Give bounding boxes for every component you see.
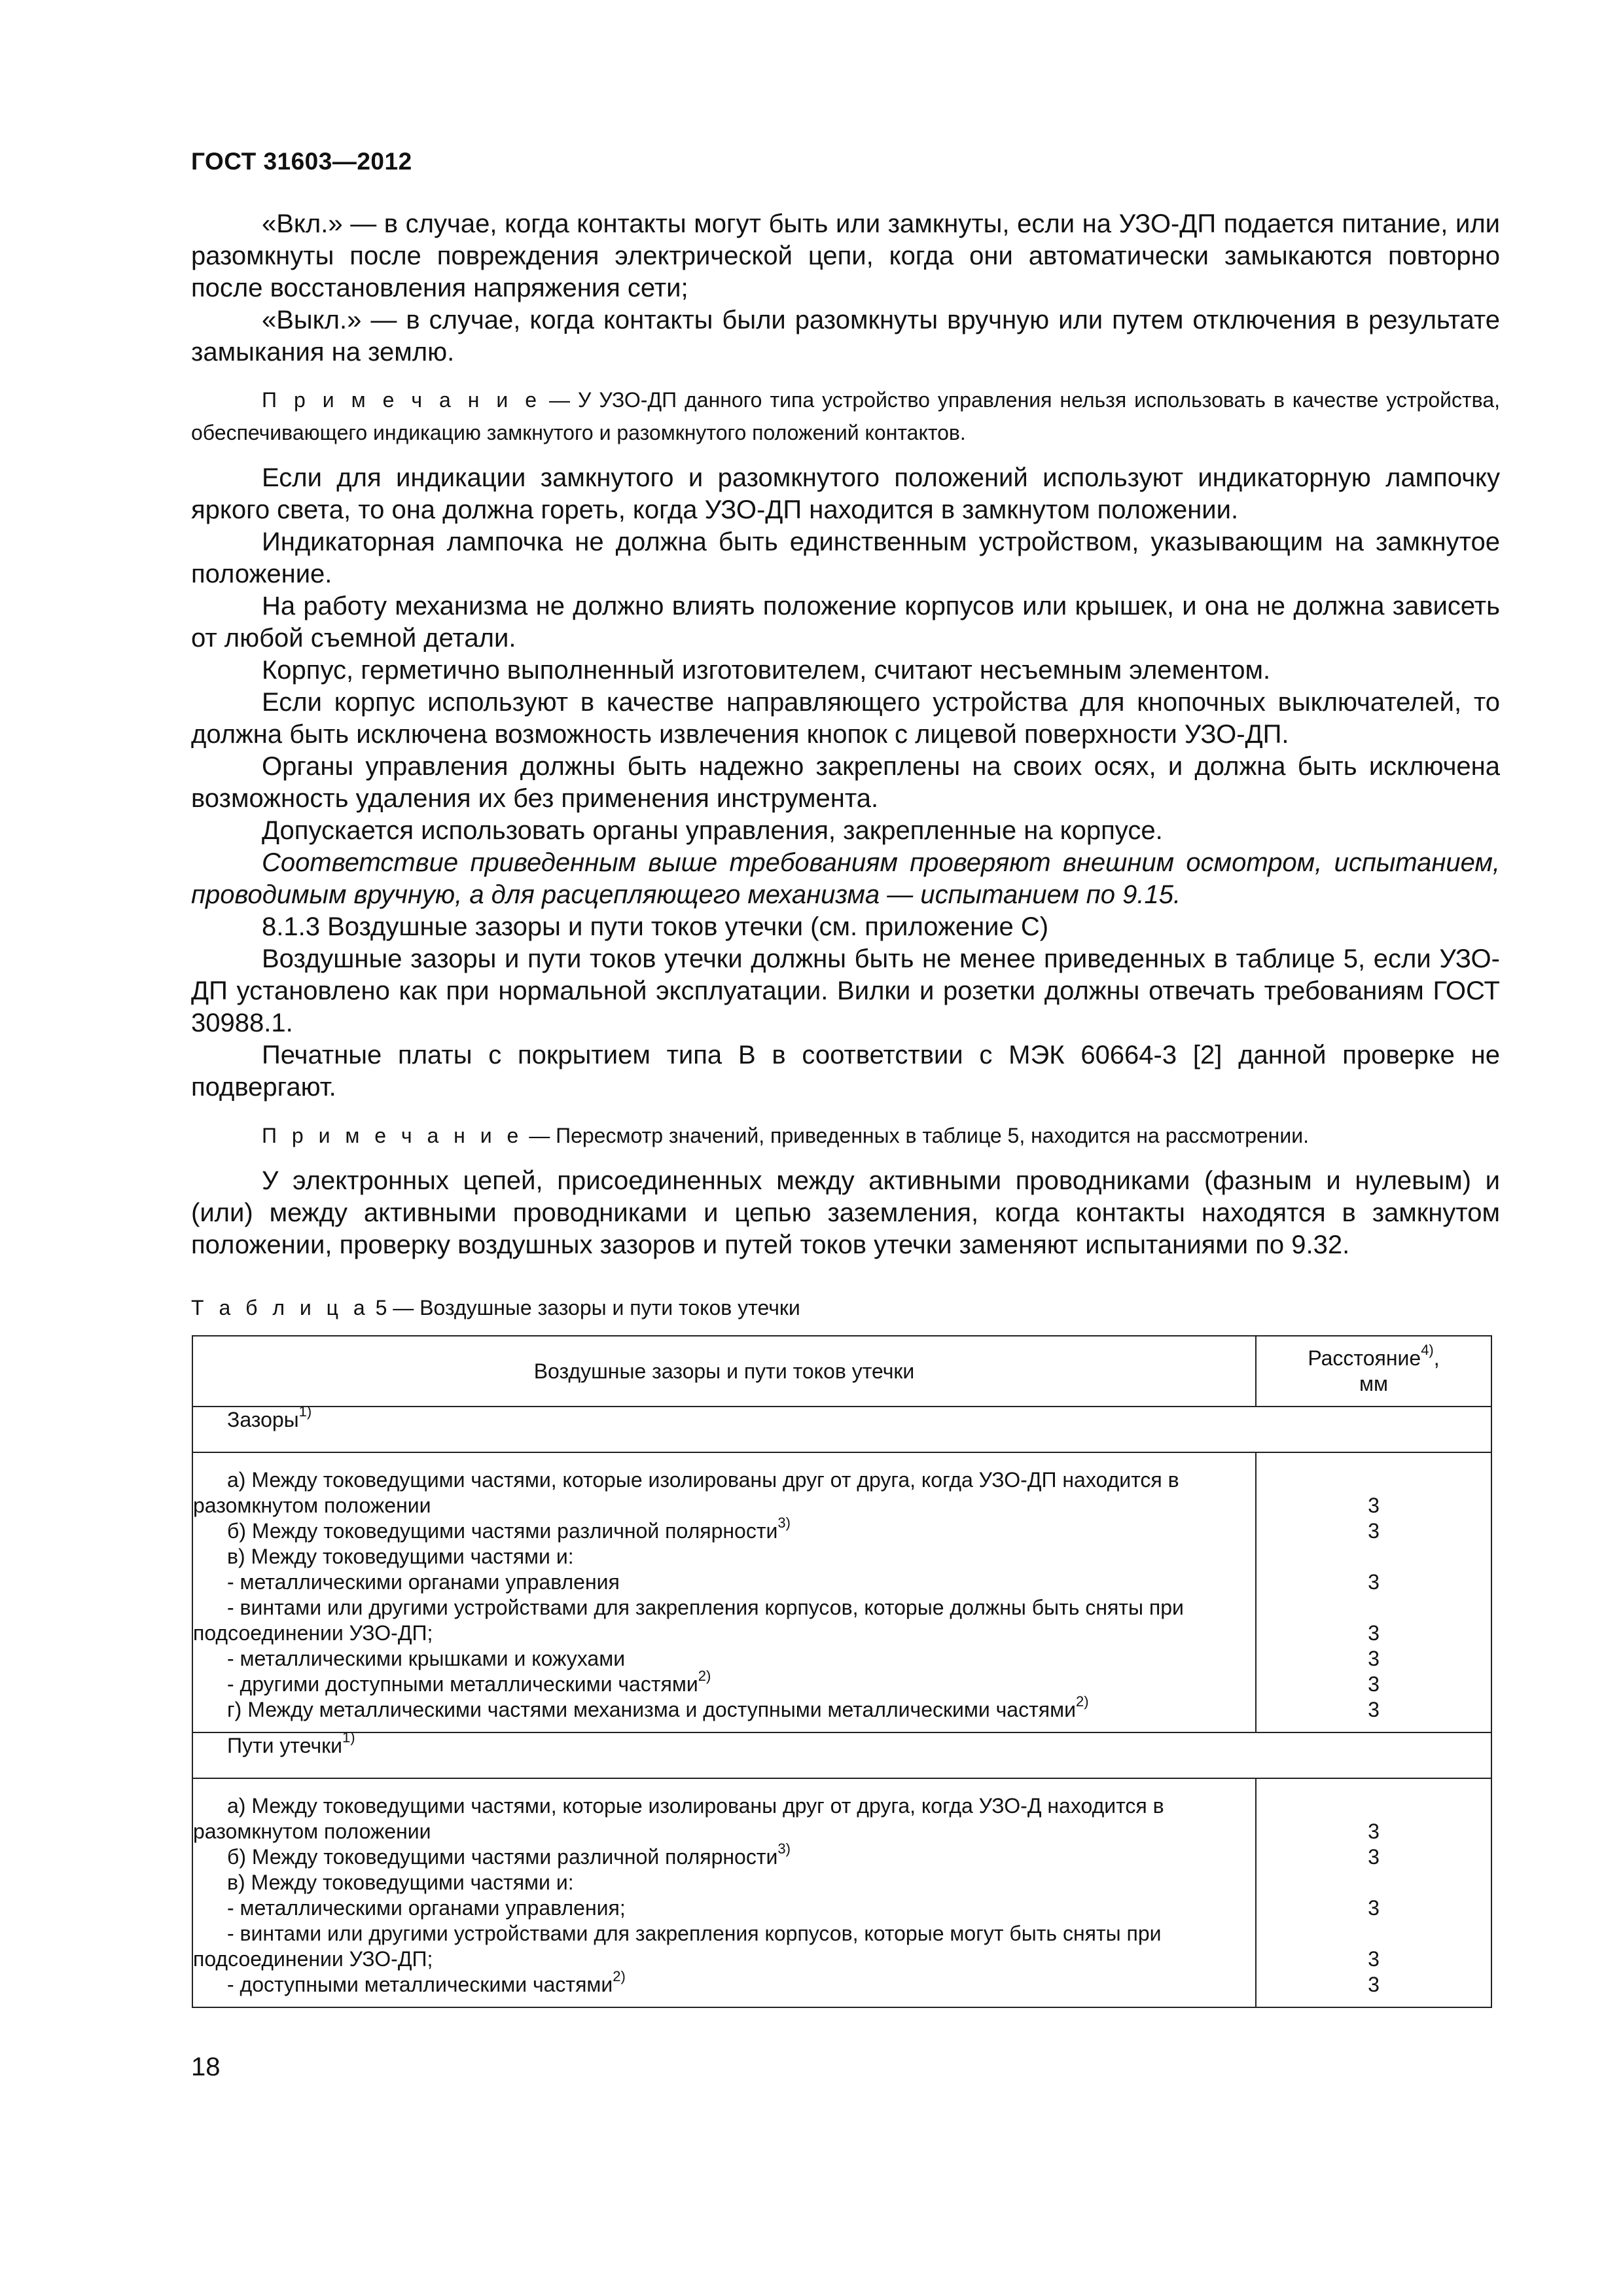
table-value: 3 — [1368, 1494, 1380, 1517]
col-header-distance-comma: , — [1433, 1346, 1440, 1370]
note-label: П р и м е ч а н и е — [262, 388, 542, 412]
clause-heading: 8.1.3 Воздушные зазоры и пути токов утечки (см. приложение С) — [262, 912, 1049, 941]
paragraph: «Выкл.» — в случае, когда контакты были разомкнуты вручную или путем отключения в результате замыкания на землю. — [191, 306, 1500, 367]
paragraph: Если корпус используют в качестве направляющего устройства для кнопочных выключателей, то должна быть исключена возможность извлечения кнопок с лицевой поверхности УЗО-ДП. — [191, 688, 1500, 749]
text-block-top — [191, 208, 1500, 368]
col-header-description: Воздушные зазоры и пути токов утечки — [192, 1336, 1256, 1407]
table-value: 3 — [1368, 1570, 1380, 1594]
items-cell — [192, 1452, 1256, 1732]
section-row — [192, 1407, 1491, 1452]
table-item: - металлическими крышками и кожухами — [227, 1647, 626, 1670]
section-title: Зазоры$^{1)}$ — [192, 1407, 1491, 1452]
table-value: 3 — [1368, 1672, 1380, 1696]
col-header-distance — [1256, 1336, 1491, 1407]
table-value: 3 — [1368, 1973, 1380, 1996]
table-item: - винтами или другими устройствами для закрепления корпусов, которые должны быть сняты при подсоединении УЗО-ДП; — [193, 1596, 1184, 1645]
table-caption-label: Т а б л и ц а — [191, 1296, 370, 1319]
note-block — [191, 1119, 1500, 1152]
table-item: - металлическими органами управления — [227, 1570, 620, 1594]
section-title: Пути утечки$^{1)}$ — [192, 1732, 1491, 1778]
items-cell — [192, 1778, 1256, 2007]
table-row — [192, 1452, 1491, 1732]
note-label: П р и м е ч а н и е — [262, 1124, 524, 1147]
paragraph: «Вкл.» — в случае, когда контакты могут быть или замкнуты, если на УЗО-ДП подается питание, или разомкнуты после повреждения электрической цепи, когда они автоматически замыкаются повторно после восстановления напряжения сети; — [191, 209, 1500, 302]
col-header-distance-sup: 4) — [1421, 1342, 1434, 1359]
table-item: а) Между токоведущими частями, которые изолированы друг от друга, когда УЗО-ДП находится в разомкнутом положении — [193, 1468, 1179, 1517]
section-row — [192, 1732, 1491, 1778]
paragraph: У электронных цепей, присоединенных между активными проводниками (фазным и нулевым) и (или) между активными проводниками и цепью заземления, когда контакты находятся в замкнутом положении, проверку воздушных зазоров и путей токов утечки заменяют испытаниями по 9.32. — [191, 1166, 1500, 1259]
col-header-distance-label: Расстояние — [1308, 1346, 1421, 1370]
table-value: 3 — [1368, 1698, 1380, 1721]
paragraph: Корпус, герметично выполненный изготовителем, считают несъемным элементом. — [262, 656, 1271, 685]
note-block — [191, 384, 1500, 449]
values-cell — [1256, 1778, 1491, 2007]
table-value: 3 — [1368, 1621, 1380, 1645]
table-item: г) Между металлическими частями механизма и доступными металлическими частями$^{2)}$ — [227, 1693, 1089, 1721]
document-header: ГОСТ 31603—2012 — [191, 148, 412, 175]
table-value — [1257, 1544, 1491, 1570]
table-item: в) Между токоведущими частями и: — [227, 1545, 574, 1568]
table-value: 3 — [1368, 1820, 1380, 1843]
table-item: б) Между токоведущими частями различной полярности$^{3)}$ — [227, 1515, 791, 1543]
table-header-row — [192, 1336, 1491, 1407]
text-block-mid — [191, 462, 1500, 1103]
paragraph: Индикаторная лампочка не должна быть единственным устройством, указывающим на замкнутое положение. — [191, 528, 1500, 588]
table-value: 3 — [1368, 1845, 1380, 1869]
paragraph: Если для индикации замкнутого и разомкнутого положений используют индикаторную лампочку яркого света, то она должна гореть, когда УЗО-ДП находится в замкнутом положении. — [191, 463, 1500, 524]
table-value: 3 — [1368, 1896, 1380, 1920]
table-value: 3 — [1368, 1947, 1380, 1971]
table-value: 3 — [1368, 1519, 1380, 1543]
table-value — [1257, 1870, 1491, 1895]
table-value: 3 — [1368, 1647, 1380, 1670]
note-text: — У УЗО-ДП данного типа устройство управления нельзя использовать в качестве устройства, обеспечивающего индикацию замкнутого и разомкнутого положений контактов. — [191, 388, 1501, 444]
table-row — [192, 1778, 1491, 2007]
table-item: - другими доступными металлическими частями$^{2)}$ — [227, 1668, 711, 1696]
clearance-table — [192, 1335, 1492, 2008]
table-item: а) Между токоведущими частями, которые изолированы друг от друга, когда УЗО-Д находится в разомкнутом положении — [193, 1794, 1164, 1843]
note-text: — Пересмотр значений, приведенных в таблице 5, находится на рассмотрении. — [523, 1124, 1309, 1147]
table-item: - металлическими органами управления; — [227, 1896, 626, 1920]
values-cell — [1256, 1452, 1491, 1732]
table-item: б) Между токоведущими частями различной полярности$^{3)}$ — [227, 1840, 791, 1869]
table-item: - винтами или другими устройствами для закрепления корпусов, которые могут быть сняты при подсоединении УЗО-ДП; — [193, 1922, 1162, 1971]
paragraph: Органы управления должны быть надежно закреплены на своих осях, и должна быть исключена возможность удаления их без применения инструмента. — [191, 752, 1500, 813]
table-caption-text: 5 — Воздушные зазоры и пути токов утечки — [369, 1296, 800, 1319]
col-header-unit: мм — [1359, 1372, 1388, 1395]
italic-paragraph: Соответствие приведенным выше требованиям проверяют внешним осмотром, испытанием, проводимым вручную, а для расцепляющего механизма — испытанием по 9.15. — [191, 848, 1500, 909]
paragraph: Допускается использовать органы управления, закрепленные на корпусе. — [262, 816, 1163, 845]
paragraph: Печатные платы с покрытием типа В в соответствии с МЭК 60664-3 [2] данной проверке не подвергают. — [191, 1041, 1500, 1102]
page-number: 18 — [191, 2053, 221, 2081]
table-item: - доступными металлическими частями$^{2)}$ — [227, 1968, 626, 1996]
paragraph: На работу механизма не должно влиять положение корпусов или крышек, и она не должна зависеть от любой съемной детали. — [191, 592, 1500, 653]
table-item: в) Между токоведущими частями и: — [227, 1871, 574, 1894]
text-block-last — [191, 1165, 1500, 1261]
paragraph: Воздушные зазоры и пути токов утечки должны быть не менее приведенных в таблице 5, если УЗО-ДП установлено как при нормальной эксплуатации. Вилки и розетки должны отвечать требованиям ГОСТ 30988.1. — [191, 944, 1500, 1037]
table-caption — [191, 1296, 800, 1320]
